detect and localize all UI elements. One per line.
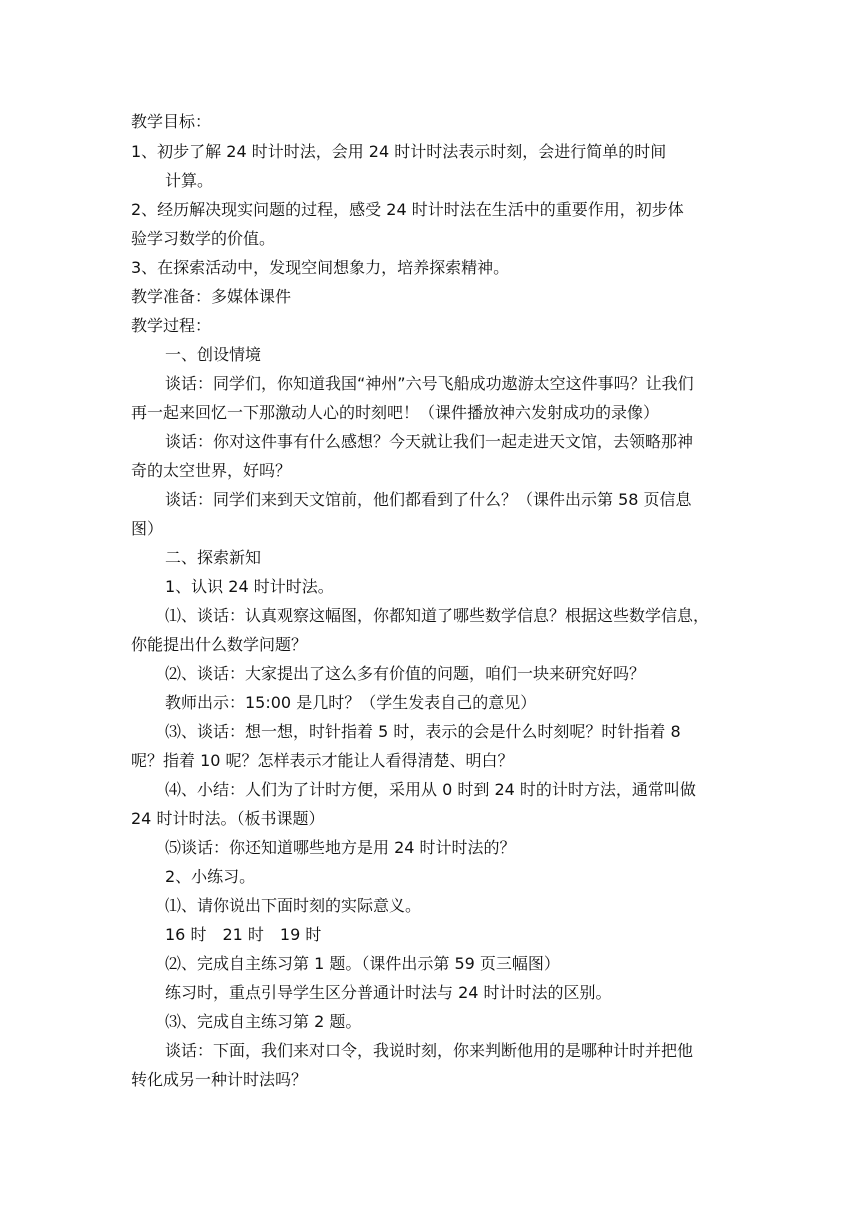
dialogue-3-line-1: 谈话：同学们来到天文馆前，他们都看到了什么？（课件出示第 58 页信息 <box>165 490 692 509</box>
step-1-line-2: 你能提出什么数学问题？ <box>131 635 308 654</box>
goal-3: 3、在探索活动中，发现空间想象力，培养探索精神。 <box>131 258 510 277</box>
heading-teaching-goals: 教学目标： <box>131 112 212 131</box>
dialogue-1-line-1: 谈话：同学们，你知道我国“神州”六号飞船成功遨游太空这件事吗？让我们 <box>165 374 694 393</box>
goal-2-line-1: 2、经历解决现实问题的过程，感受 24 时计时法在生活中的重要作用，初步体 <box>131 200 684 219</box>
dialogue-3-line-2: 图） <box>131 519 164 538</box>
step-1-line-1: ⑴、谈话：认真观察这幅图，你都知道了哪些数学信息？根据这些数学信息， <box>165 606 710 625</box>
goal-1-line-2: 计算。 <box>165 171 214 190</box>
exercise-2-note: 练习时，重点引导学生区分普通计时法与 24 时计时法的区别。 <box>165 983 612 1002</box>
step-3-line-2: 呢？指着 10 呢？怎样表示才能让人看得清楚、明白？ <box>131 751 514 770</box>
exercise-1: ⑴、请你说出下面时刻的实际意义。 <box>165 896 422 915</box>
section-2-heading: 二、探索新知 <box>165 548 262 567</box>
section-1-heading: 一、创设情境 <box>165 345 262 364</box>
subsection-2-heading: 2、小练习。 <box>165 867 256 886</box>
step-4-line-1: ⑷、小结：人们为了计时方便，采用从 0 时到 24 时的计时方法，通常叫做 <box>165 780 696 799</box>
step-2: ⑵、谈话：大家提出了这么多有价值的问题，咱们一块来研究好吗？ <box>165 664 646 683</box>
teacher-shows: 教师出示：15:00 是几时？（学生发表自己的意见） <box>165 693 537 712</box>
step-5: ⑸谈话：你还知道哪些地方是用 24 时计时法的？ <box>165 838 516 857</box>
dialogue-1-line-2: 再一起来回忆一下那激动人心的时刻吧！（课件播放神六发射成功的录像） <box>131 403 660 422</box>
dialogue-4-line-1: 谈话：下面，我们来对口令，我说时刻，你来判断他用的是哪种计时并把他 <box>165 1041 694 1060</box>
exercise-2: ⑵、完成自主练习第 1 题。（课件出示第 59 页三幅图） <box>165 954 560 973</box>
dialogue-4-line-2: 转化成另一种计时法吗？ <box>131 1070 308 1089</box>
step-3-line-1: ⑶、谈话：想一想，时针指着 5 时，表示的会是什么时刻呢？时针指着 8 <box>165 722 681 741</box>
teaching-preparation: 教学准备：多媒体课件 <box>131 287 292 306</box>
step-4-line-2: 24 时计时法。（板书课题） <box>131 809 325 828</box>
exercise-3: ⑶、完成自主练习第 2 题。 <box>165 1012 362 1031</box>
subsection-1-heading: 1、认识 24 时计时法。 <box>165 577 334 596</box>
dialogue-2-line-1: 谈话：你对这件事有什么感想？今天就让我们一起走进天文馆，去领略那神 <box>165 432 694 451</box>
heading-teaching-process: 教学过程： <box>131 316 212 335</box>
goal-1-line-1: 1、初步了解 24 时计时法，会用 24 时计时法表示时刻，会进行简单的时间 <box>131 142 667 161</box>
goal-2-line-2: 验学习数学的价值。 <box>131 229 276 248</box>
exercise-1-times: 16 时 21 时 19 时 <box>165 925 322 944</box>
dialogue-2-line-2: 奇的太空世界，好吗？ <box>131 461 292 480</box>
